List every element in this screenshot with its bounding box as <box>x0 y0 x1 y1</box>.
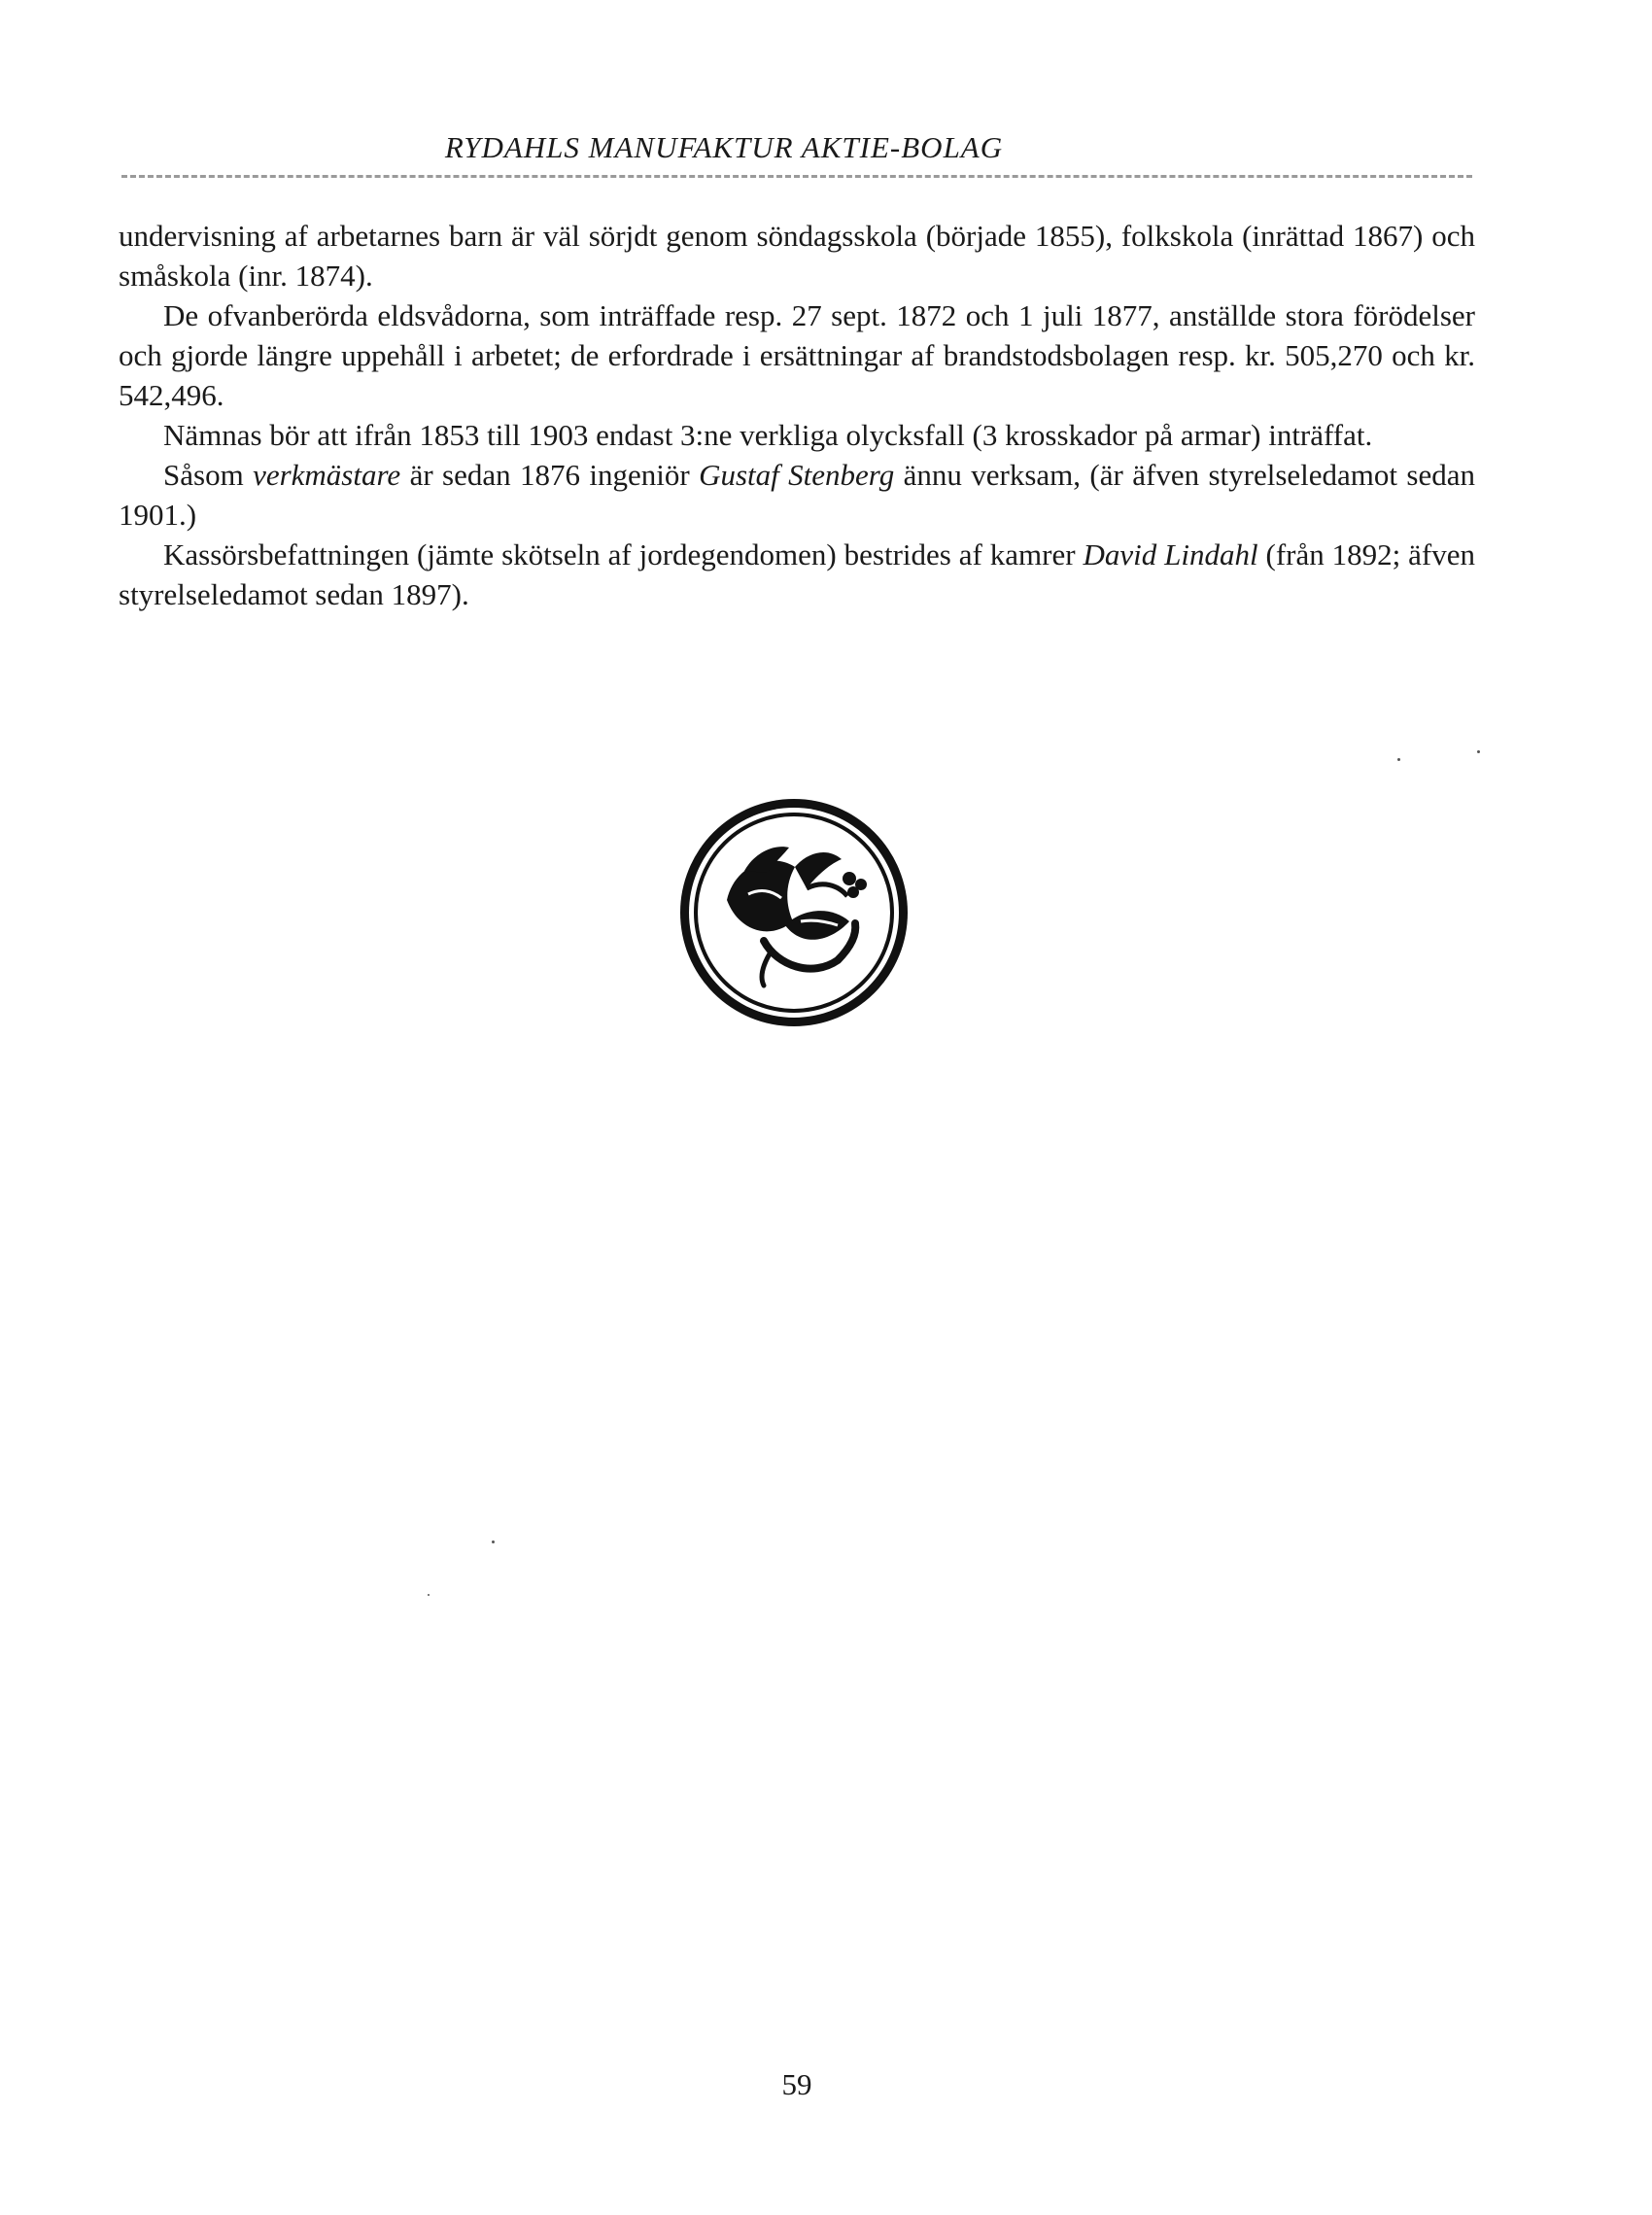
print-speck <box>1397 758 1400 761</box>
p5-text-1: Kassörsbefattningen (jämte skötseln af jordegendomen) bestrides af kamrer <box>163 537 1084 571</box>
print-speck <box>492 1540 495 1543</box>
page-number: 59 <box>781 2067 812 2101</box>
print-speck <box>1477 750 1480 753</box>
paragraph-1: undervisning af arbetarnes barn är väl sörjdt genom söndagsskola (började 1855), folkskola (inrättad 1867) och småskola (inr. 1874). <box>119 219 1475 293</box>
floral-roundel-icon <box>676 795 912 1030</box>
p5-name: David Lindahl <box>1083 537 1258 571</box>
paragraph-3: Nämnas bör att ifrån 1853 till 1903 endast 3:ne verkliga olycksfall (3 krosskador på armar) inträffat. <box>163 418 1373 452</box>
p4-text-3: ännu verksam, (är äfven styrelseledamot sedan 1901.) <box>119 458 1475 532</box>
body-text <box>119 216 1475 614</box>
p4-role: verkmästare <box>253 458 401 492</box>
print-speck <box>428 1594 430 1596</box>
header-rule <box>121 175 1472 178</box>
running-header <box>121 130 1472 165</box>
p4-text-2: är sedan 1876 ingeniör <box>400 458 700 492</box>
running-header-title: RYDAHLS MANUFAKTUR AKTIE-BOLAG <box>444 130 1004 164</box>
p4-name: Gustaf Stenberg <box>699 458 895 492</box>
paragraph-2: De ofvanberörda eldsvådorna, som inträffade resp. 27 sept. 1872 och 1 juli 1877, anställde stora förödelser och gjorde längre uppehåll i arbetet; de erfordrade i ersättningar af brandstodsbolagen resp. kr. 505,270 och kr. 542,496. <box>119 298 1475 412</box>
p5-text-2: (från 1892; äfven styrelseledamot sedan 1897). <box>119 537 1476 611</box>
paragraph-4 <box>119 455 1475 535</box>
p4-text-1: Såsom <box>163 458 254 492</box>
paragraph-5 <box>119 535 1475 614</box>
